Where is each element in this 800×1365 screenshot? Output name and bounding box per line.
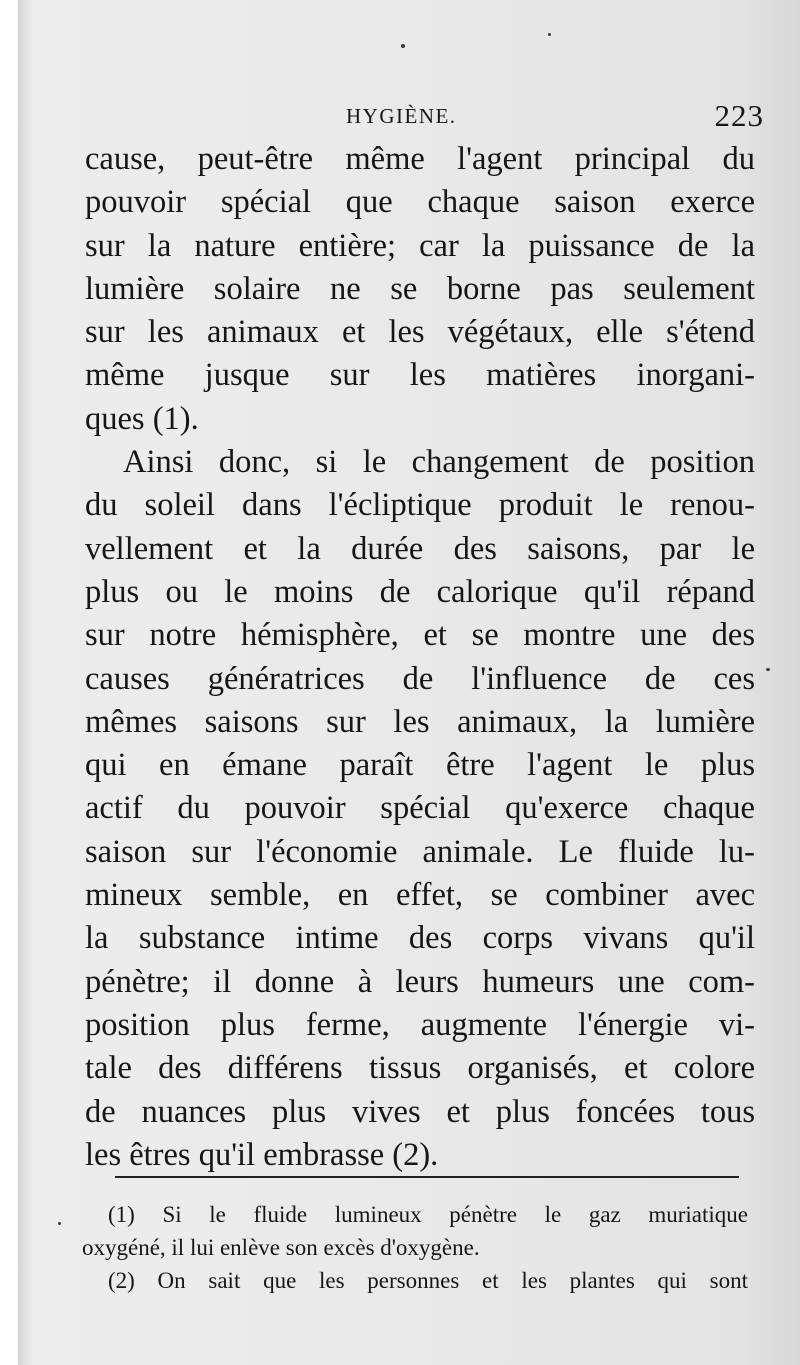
footnote-rule — [115, 1176, 739, 1178]
scan-margin — [0, 0, 18, 1365]
page-header — [0, 100, 800, 140]
text-line: tale des différens tissus organisés, et colore — [85, 1050, 755, 1087]
ink-speck — [401, 44, 405, 48]
text-line: position plus ferme, augmente l'énergie vi- — [85, 1006, 755, 1043]
text-line: ques (1). — [85, 400, 199, 437]
text-line: actif du pouvoir spécial qu'exerce chaque — [85, 790, 755, 827]
text-line: lumière solaire ne se borne pas seulement — [85, 270, 755, 307]
text-line: même jusque sur les matières inorgani- — [85, 357, 755, 394]
text-line: vellement et la durée des saisons, par le — [85, 530, 755, 567]
footnote-line: oxygéné, il lui enlève son excès d'oxygène. — [82, 1235, 480, 1260]
body-text — [85, 138, 755, 1177]
text-line: saison sur l'économie animale. Le fluide lu- — [85, 833, 755, 870]
text-line: du soleil dans l'écliptique produit le renou- — [85, 487, 755, 524]
running-title: HYGIÈNE. — [346, 104, 457, 128]
text-line: cause, peut-être même l'agent principal du — [85, 141, 755, 177]
text-line: causes génératrices de l'influence de ces — [85, 660, 755, 697]
footnote-line: (1) Si le fluide lumineux pénètre le gaz muriatique — [108, 1202, 748, 1227]
footnotes — [82, 1198, 748, 1297]
text-line: sur notre hémisphère, et se montre une des — [85, 617, 755, 654]
ink-speck — [548, 33, 551, 36]
text-line: plus ou le moins de calorique qu'il répand — [85, 573, 755, 610]
text-line: pouvoir spécial que chaque saison exerce — [85, 184, 755, 221]
text-line: qui en émane paraît être l'agent le plus — [85, 747, 755, 784]
text-line: mêmes saisons sur les animaux, la lumière — [85, 703, 755, 740]
text-line: la substance intime des corps vivans qu'il — [85, 920, 755, 957]
text-line: mineux semble, en effet, se combiner avec — [85, 877, 755, 914]
text-line: Ainsi donc, si le changement de position — [123, 444, 755, 481]
ink-speck — [766, 668, 770, 671]
text-line: les êtres qu'il embrasse (2). — [85, 1136, 439, 1173]
text-line: de nuances plus vives et plus foncées tous — [85, 1093, 755, 1130]
text-line: sur les animaux et les végétaux, elle s'étend — [85, 314, 755, 351]
page-number: 223 — [714, 98, 764, 133]
text-line: pénètre; il donne à leurs humeurs une com- — [85, 963, 755, 1000]
text-line: sur la nature entière; car la puissance de la — [85, 227, 755, 264]
ink-speck — [58, 1222, 61, 1225]
footnote-line: (2) On sait que les personnes et les plantes qui sont — [108, 1268, 748, 1293]
